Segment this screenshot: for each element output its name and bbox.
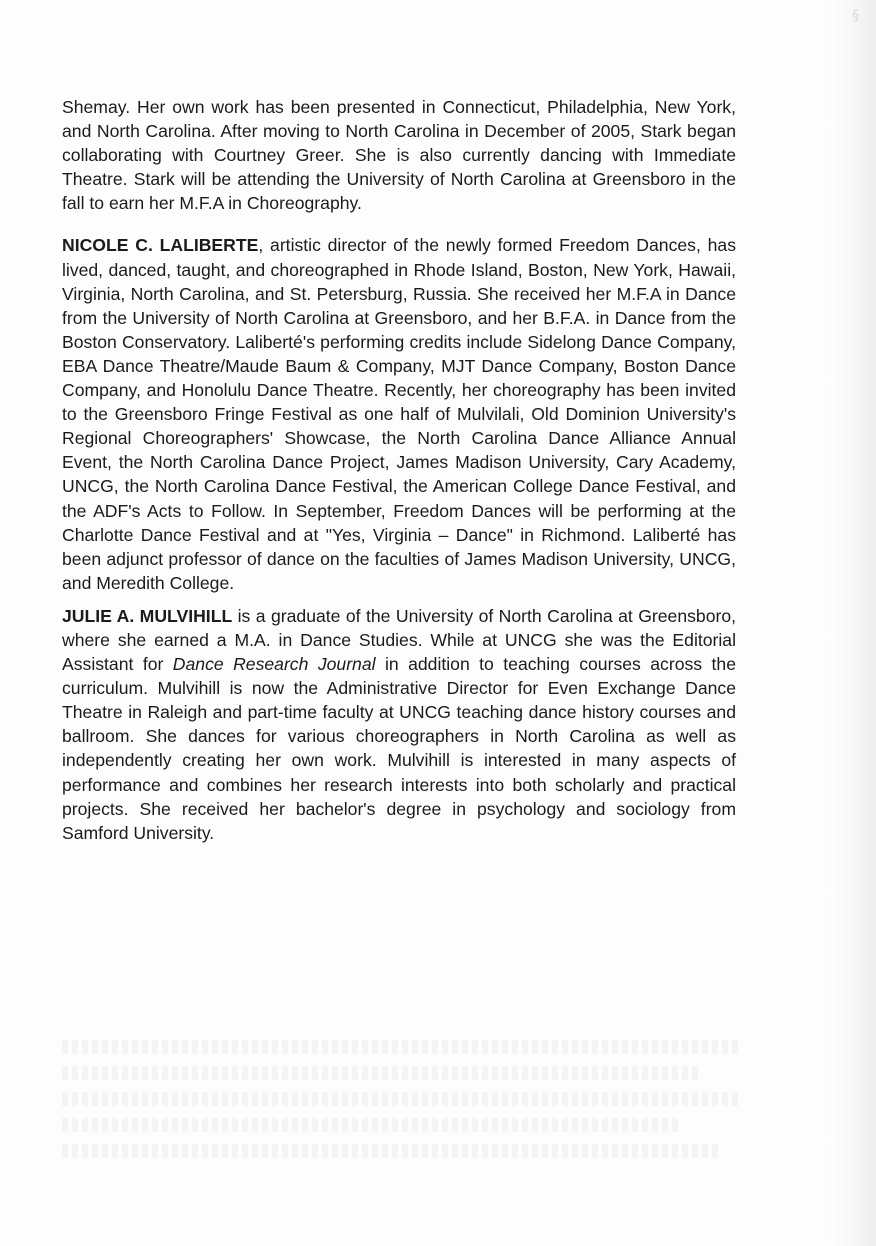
paragraph-spacer [62,215,736,233]
bio-paragraph-laliberte [62,233,736,594]
page-edge-shadow [828,0,876,1246]
bio-paragraph-stark [62,95,736,215]
bleed-through-line [62,1092,742,1106]
bio-mulvihill-journal-title: Dance Research Journal [172,654,376,675]
bio-name-mulvihill: JULIE A. MULVIHILL [62,605,233,626]
bleed-through-line [62,1066,702,1080]
bio-stark-text: Shemay. Her own work has been presented in Connecticut, Philadelphia, New York, and North Carolina. After moving to North Carolina in December of 2005, Stark began collaborating with Courtney Greer. She is also currently dancing with Immediate Theatre. Stark will be attending the University of North Carolina at Greensboro in the fall to earn her M.F.A in Choreography. [62,97,736,214]
bleed-through-line [62,1118,682,1132]
bio-mulvihill-text-before: is a graduate of the University of North Carolina at Greensboro, where she earned a M.A. in Dance Studies. While at UNCG she was the Editorial Assistant for [62,605,737,675]
bio-paragraph-mulvihill [62,604,736,845]
bio-text-block [62,95,736,845]
bio-name-laliberte: NICOLE C. LALIBERTE [62,235,259,256]
bleed-through-line [62,1040,742,1054]
bleed-through-line [62,1144,722,1158]
bio-laliberte-text: , artistic director of the newly formed Freedom Dances, has lived, danced, taught, and choreographed in Rhode Island, Boston, New York, Hawaii, Virginia, North Carolina, and St. Petersburg, Russia. She received her M.F.A in Dance from the University of North Carolina at Greensboro, and her B.F.A. in Dance from the Boston Conservatory. Laliberté's performing credits include Sidelong Dance Company, EBA Dance Theatre/Maude Baum & Company, MJT Dance Company, Boston Dance Company, and Honolulu Dance Theatre. Recently, her choreography has been invited to the Greensboro Fringe Festival as one half of Mulvilali, Old Dominion University's Regional Choreographers' Showcase, the North Carolina Dance Alliance Annual Event, the North Carolina Dance Project, James Madison University, Cary Academy, UNCG, the North Carolina Dance Festival, the American College Dance Festival, and the ADF's Acts to Follow. In September, Freedom Dances will be performing at the Charlotte Dance Festival and at "Yes, Virginia – Dance" in Richmond. Laliberté has been adjunct professor of dance on the faculties of James Madison University, UNCG, and Meredith College. [62,235,736,593]
corner-mark-icon: § [852,8,859,24]
paragraph-spacer [62,595,736,604]
bio-mulvihill-text-after: in addition to teaching courses across the curriculum. Mulvihill is now the Administrative Director for Even Exchange Dance Theatre in Raleigh and part-time faculty at UNCG teaching dance history courses and ballroom. She dances for various choreographers in North Carolina as well as independently creating her own work. Mulvihill is interested in many aspects of performance and combines her research interests into both scholarly and practical projects. She received her bachelor's degree in psychology and sociology from Samford University. [62,654,736,843]
